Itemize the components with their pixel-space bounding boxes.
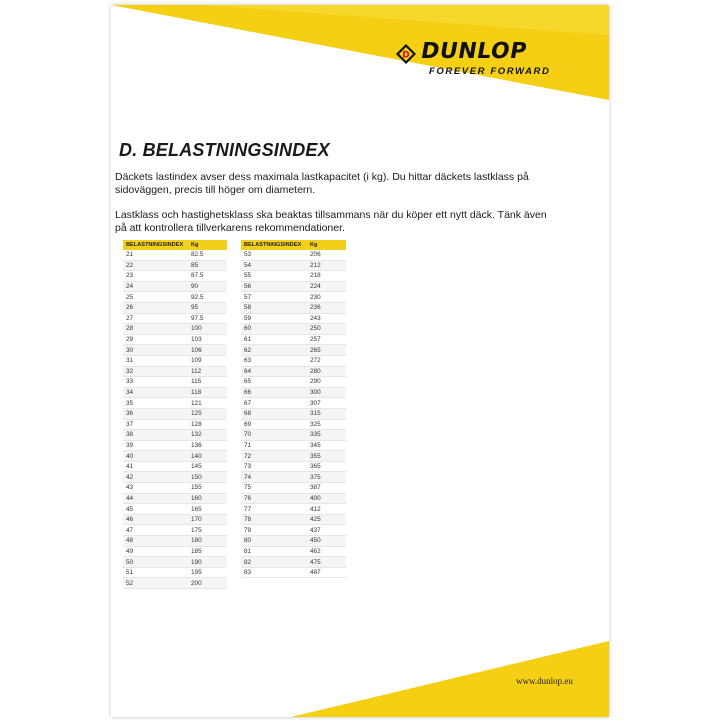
table-row — [241, 451, 346, 462]
kg-cell: 180 — [188, 536, 227, 547]
table-row — [123, 250, 227, 260]
kg-cell: 155 — [188, 483, 227, 494]
table-row — [123, 557, 227, 568]
load-index-cell: 38 — [123, 430, 188, 441]
table-row — [241, 440, 346, 451]
table-row — [123, 483, 227, 494]
table-row — [241, 525, 346, 536]
kg-cell: 125 — [188, 408, 227, 419]
table-row — [123, 366, 227, 377]
table-row — [241, 483, 346, 494]
kg-cell: 280 — [307, 366, 346, 377]
load-index-cell: 70 — [241, 430, 307, 441]
table-row — [123, 525, 227, 536]
load-index-cell: 61 — [241, 334, 307, 345]
load-index-cell: 31 — [123, 355, 188, 366]
table-row — [241, 398, 346, 409]
load-index-cell: 81 — [241, 546, 307, 557]
kg-cell: 165 — [188, 504, 227, 515]
kg-cell: 82.5 — [188, 250, 227, 260]
table-row — [123, 419, 227, 430]
load-index-cell: 25 — [123, 292, 188, 303]
table-row — [241, 366, 346, 377]
load-index-cell: 80 — [241, 536, 307, 547]
load-index-cell: 67 — [241, 398, 307, 409]
dunlop-logo-icon — [395, 43, 417, 65]
load-index-cell: 60 — [241, 324, 307, 335]
kg-cell: 140 — [188, 451, 227, 462]
kg-cell: 425 — [307, 514, 346, 525]
kg-cell: 109 — [188, 355, 227, 366]
table-row — [241, 302, 346, 313]
load-index-cell: 32 — [123, 366, 188, 377]
table-row — [241, 461, 346, 472]
load-index-cell: 64 — [241, 366, 307, 377]
table-row — [241, 472, 346, 483]
kg-cell: 150 — [188, 472, 227, 483]
table-row — [241, 292, 346, 303]
kg-cell: 95 — [188, 302, 227, 313]
kg-cell: 355 — [307, 451, 346, 462]
kg-cell: 200 — [188, 578, 227, 589]
kg-cell: 300 — [307, 387, 346, 398]
load-index-cell: 72 — [241, 451, 307, 462]
load-index-cell: 24 — [123, 281, 188, 292]
table-row — [123, 281, 227, 292]
kg-cell: 85 — [188, 260, 227, 271]
load-index-cell: 35 — [123, 398, 188, 409]
kg-cell: 103 — [188, 334, 227, 345]
kg-cell: 87.5 — [188, 271, 227, 282]
kg-cell: 212 — [307, 260, 346, 271]
table-row — [123, 377, 227, 388]
paragraph-intro: Däckets lastindex avser dess maximala lastkapacitet (i kg). Du hittar däckets lastklass på sidoväggen, precis till höger om diametern. — [115, 171, 529, 196]
kg-cell: 450 — [307, 536, 346, 547]
load-index-cell: 82 — [241, 557, 307, 568]
kg-cell: 115 — [188, 377, 227, 388]
kg-cell: 218 — [307, 271, 346, 282]
load-index-cell: 34 — [123, 387, 188, 398]
table-row — [241, 430, 346, 441]
header-kg: Kg — [188, 240, 227, 250]
table-row — [123, 334, 227, 345]
load-index-cell: 45 — [123, 504, 188, 515]
load-index-cell: 59 — [241, 313, 307, 324]
load-index-cell: 77 — [241, 504, 307, 515]
header-load-index: BELASTNINGSINDEX — [123, 240, 188, 250]
load-index-cell: 69 — [241, 419, 307, 430]
table-row — [241, 567, 346, 578]
kg-cell: 272 — [307, 355, 346, 366]
table-row — [123, 451, 227, 462]
load-index-cell: 74 — [241, 472, 307, 483]
kg-cell: 315 — [307, 408, 346, 419]
load-index-cell: 54 — [241, 260, 307, 271]
brand-tagline: FOREVER FORWARD — [429, 66, 551, 77]
table-row — [241, 281, 346, 292]
load-index-cell: 76 — [241, 493, 307, 504]
load-index-cell: 55 — [241, 271, 307, 282]
load-index-table-right — [241, 240, 346, 578]
load-index-cell: 49 — [123, 546, 188, 557]
table-row — [241, 260, 346, 271]
table-row — [123, 430, 227, 441]
load-index-cell: 41 — [123, 461, 188, 472]
load-index-cell: 46 — [123, 514, 188, 525]
table-row — [123, 546, 227, 557]
kg-cell: 128 — [188, 419, 227, 430]
table-header-row — [123, 240, 227, 250]
load-index-cell: 27 — [123, 313, 188, 324]
header-load-index: BELASTNINGSINDEX — [241, 240, 307, 250]
document-page — [111, 5, 609, 717]
load-index-cell: 47 — [123, 525, 188, 536]
kg-cell: 412 — [307, 504, 346, 515]
table-row — [123, 461, 227, 472]
load-index-cell: 65 — [241, 377, 307, 388]
table-row — [123, 398, 227, 409]
kg-cell: 90 — [188, 281, 227, 292]
paragraph-advice: Lastklass och hastighetsklass ska beaktas tillsammans när du köper ett nytt däck. Tänk även på att kontrollera tillverkarens rekommendationer. — [115, 209, 547, 234]
kg-cell: 160 — [188, 493, 227, 504]
header-kg: Kg — [307, 240, 346, 250]
table-row — [241, 536, 346, 547]
load-index-cell: 42 — [123, 472, 188, 483]
kg-cell: 106 — [188, 345, 227, 356]
table-row — [241, 345, 346, 356]
kg-cell: 206 — [307, 250, 346, 260]
load-index-cell: 78 — [241, 514, 307, 525]
table-row — [123, 440, 227, 451]
load-index-cell: 62 — [241, 345, 307, 356]
table-row — [241, 504, 346, 515]
table-row — [123, 504, 227, 515]
table-row — [241, 387, 346, 398]
section-heading: D. BELASTNINGSINDEX — [119, 140, 330, 160]
table-row — [241, 271, 346, 282]
brand-name: DUNLOP — [418, 39, 529, 64]
load-index-cell: 73 — [241, 461, 307, 472]
kg-cell: 175 — [188, 525, 227, 536]
kg-cell: 100 — [188, 324, 227, 335]
table-row — [123, 345, 227, 356]
load-index-cell: 83 — [241, 567, 307, 578]
load-index-cell: 40 — [123, 451, 188, 462]
kg-cell: 335 — [307, 430, 346, 441]
kg-cell: 437 — [307, 525, 346, 536]
table-row — [123, 578, 227, 589]
kg-cell: 462 — [307, 546, 346, 557]
kg-cell: 250 — [307, 324, 346, 335]
dunlop-brand — [395, 39, 575, 83]
svg-text:D: D — [402, 50, 410, 61]
table-row — [123, 324, 227, 335]
kg-cell: 118 — [188, 387, 227, 398]
kg-cell: 257 — [307, 334, 346, 345]
kg-cell: 243 — [307, 313, 346, 324]
kg-cell: 195 — [188, 567, 227, 578]
kg-cell: 224 — [307, 281, 346, 292]
load-index-cell: 57 — [241, 292, 307, 303]
table-row — [123, 271, 227, 282]
table-row — [123, 355, 227, 366]
load-index-cell: 66 — [241, 387, 307, 398]
kg-cell: 190 — [188, 557, 227, 568]
load-index-cell: 51 — [123, 567, 188, 578]
table-row — [241, 408, 346, 419]
table-row — [123, 536, 227, 547]
kg-cell: 345 — [307, 440, 346, 451]
table-row — [241, 546, 346, 557]
table-row — [123, 472, 227, 483]
kg-cell: 236 — [307, 302, 346, 313]
table-row — [241, 557, 346, 568]
table-row — [241, 313, 346, 324]
load-index-cell: 26 — [123, 302, 188, 313]
table-row — [123, 408, 227, 419]
kg-cell: 325 — [307, 419, 346, 430]
kg-cell: 112 — [188, 366, 227, 377]
table-row — [123, 514, 227, 525]
kg-cell: 230 — [307, 292, 346, 303]
kg-cell: 307 — [307, 398, 346, 409]
kg-cell: 375 — [307, 472, 346, 483]
load-index-cell: 33 — [123, 377, 188, 388]
kg-cell: 290 — [307, 377, 346, 388]
table-row — [241, 250, 346, 260]
kg-cell: 136 — [188, 440, 227, 451]
kg-cell: 97.5 — [188, 313, 227, 324]
load-index-cell: 58 — [241, 302, 307, 313]
table-row — [123, 567, 227, 578]
table-row — [241, 377, 346, 388]
load-index-cell: 79 — [241, 525, 307, 536]
table-row — [241, 324, 346, 335]
table-header-row — [241, 240, 346, 250]
load-index-cell: 50 — [123, 557, 188, 568]
load-index-cell: 30 — [123, 345, 188, 356]
kg-cell: 265 — [307, 345, 346, 356]
load-index-cell: 75 — [241, 483, 307, 494]
load-index-cell: 36 — [123, 408, 188, 419]
table-row — [241, 419, 346, 430]
load-index-cell: 23 — [123, 271, 188, 282]
table-row — [241, 493, 346, 504]
kg-cell: 387 — [307, 483, 346, 494]
kg-cell: 145 — [188, 461, 227, 472]
kg-cell: 185 — [188, 546, 227, 557]
table-row — [123, 313, 227, 324]
load-index-cell: 37 — [123, 419, 188, 430]
load-index-table-left — [123, 240, 227, 589]
website-link[interactable]: www.dunlop.eu — [516, 676, 573, 686]
load-index-cell: 39 — [123, 440, 188, 451]
kg-cell: 92.5 — [188, 292, 227, 303]
table-row — [241, 514, 346, 525]
load-index-cell: 22 — [123, 260, 188, 271]
load-index-cell: 71 — [241, 440, 307, 451]
table-row — [123, 302, 227, 313]
load-index-cell: 56 — [241, 281, 307, 292]
load-index-cell: 29 — [123, 334, 188, 345]
table-row — [123, 387, 227, 398]
load-index-cell: 21 — [123, 250, 188, 260]
table-row — [123, 292, 227, 303]
load-index-cell: 43 — [123, 483, 188, 494]
kg-cell: 170 — [188, 514, 227, 525]
table-row — [241, 355, 346, 366]
load-index-cell: 28 — [123, 324, 188, 335]
load-index-cell: 68 — [241, 408, 307, 419]
kg-cell: 121 — [188, 398, 227, 409]
kg-cell: 132 — [188, 430, 227, 441]
kg-cell: 400 — [307, 493, 346, 504]
kg-cell: 487 — [307, 567, 346, 578]
load-index-cell: 44 — [123, 493, 188, 504]
load-index-cell: 48 — [123, 536, 188, 547]
load-index-cell: 63 — [241, 355, 307, 366]
kg-cell: 475 — [307, 557, 346, 568]
load-index-cell: 53 — [241, 250, 307, 260]
table-row — [123, 260, 227, 271]
table-row — [241, 334, 346, 345]
kg-cell: 365 — [307, 461, 346, 472]
load-index-cell: 52 — [123, 578, 188, 589]
table-row — [123, 493, 227, 504]
